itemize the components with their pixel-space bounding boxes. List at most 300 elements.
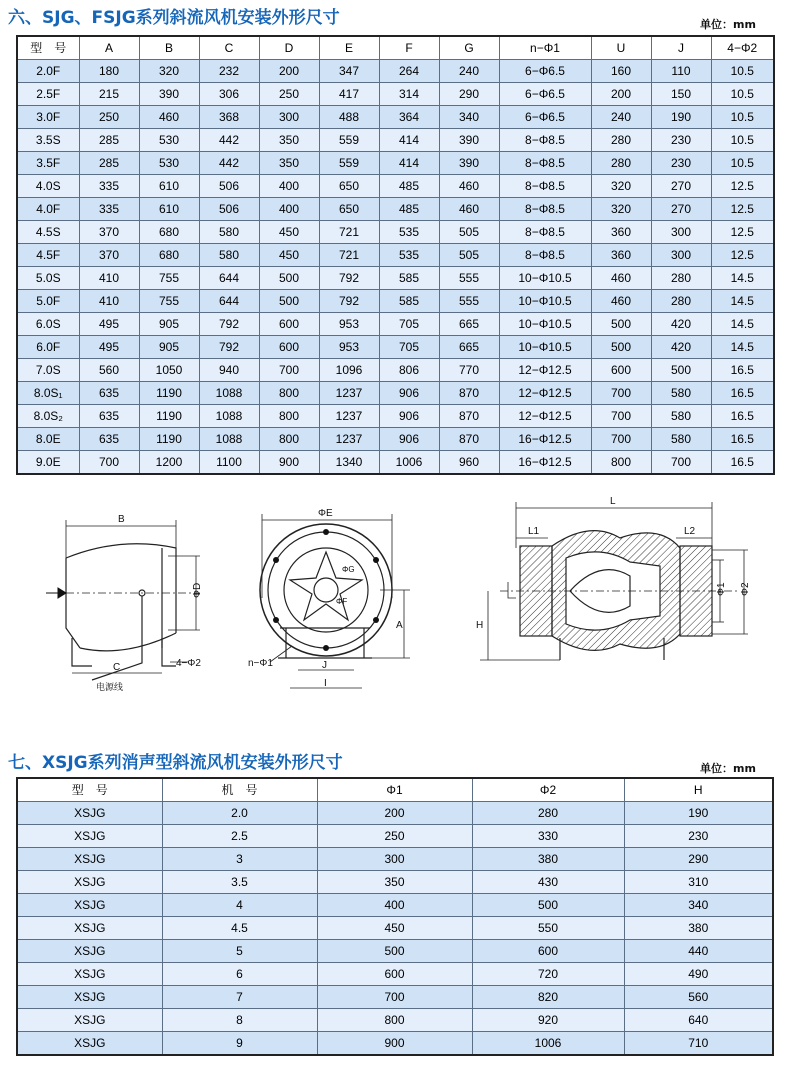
- value-cell: 488: [319, 106, 379, 129]
- value-cell: 250: [259, 83, 319, 106]
- model-cell: XSJG: [17, 940, 162, 963]
- model-cell: XSJG: [17, 871, 162, 894]
- model-cell: XSJG: [17, 917, 162, 940]
- value-cell: 7: [162, 986, 317, 1009]
- model-cell: XSJG: [17, 963, 162, 986]
- section2-title: 七、XSJG系列消声型斜流风机安装外形尺寸: [8, 753, 343, 773]
- value-cell: 555: [439, 267, 499, 290]
- value-cell: 430: [472, 871, 624, 894]
- value-cell: 442: [199, 129, 259, 152]
- value-cell: 16−Φ12.5: [499, 428, 591, 451]
- table-row: [17, 336, 774, 359]
- label-l2: L2: [684, 526, 696, 537]
- value-cell: 460: [439, 198, 499, 221]
- table-row: [17, 60, 774, 83]
- value-cell: 505: [439, 244, 499, 267]
- value-cell: 1050: [139, 359, 199, 382]
- value-cell: 200: [317, 802, 472, 825]
- value-cell: 705: [379, 313, 439, 336]
- model-cell: 3.5S: [17, 129, 79, 152]
- table-row: [17, 825, 773, 848]
- value-cell: 485: [379, 198, 439, 221]
- value-cell: 940: [199, 359, 259, 382]
- value-cell: 230: [651, 129, 711, 152]
- label-a: A: [396, 620, 403, 631]
- value-cell: 420: [651, 336, 711, 359]
- column-header: 机 号: [162, 778, 317, 802]
- model-cell: 6.0S: [17, 313, 79, 336]
- model-cell: XSJG: [17, 825, 162, 848]
- value-cell: 350: [259, 129, 319, 152]
- model-cell: 5.0F: [17, 290, 79, 313]
- model-cell: 4.0F: [17, 198, 79, 221]
- value-cell: 585: [379, 267, 439, 290]
- value-cell: 560: [79, 359, 139, 382]
- value-cell: 270: [651, 175, 711, 198]
- value-cell: 300: [651, 244, 711, 267]
- value-cell: 4.5: [162, 917, 317, 940]
- value-cell: 8: [162, 1009, 317, 1032]
- value-cell: 360: [591, 244, 651, 267]
- value-cell: 414: [379, 152, 439, 175]
- value-cell: 1096: [319, 359, 379, 382]
- value-cell: 700: [591, 382, 651, 405]
- value-cell: 721: [319, 221, 379, 244]
- value-cell: 1190: [139, 382, 199, 405]
- value-cell: 900: [259, 451, 319, 475]
- value-cell: 635: [79, 382, 139, 405]
- value-cell: 820: [472, 986, 624, 1009]
- model-cell: 2.0F: [17, 60, 79, 83]
- value-cell: 390: [439, 152, 499, 175]
- label-power-cable: 电源线: [96, 682, 124, 692]
- value-cell: 600: [472, 940, 624, 963]
- value-cell: 150: [651, 83, 711, 106]
- value-cell: 335: [79, 175, 139, 198]
- value-cell: 906: [379, 428, 439, 451]
- table-row: [17, 802, 773, 825]
- model-cell: XSJG: [17, 986, 162, 1009]
- value-cell: 500: [651, 359, 711, 382]
- column-header: F: [379, 36, 439, 60]
- model-cell: 6.0F: [17, 336, 79, 359]
- model-cell: 5.0S: [17, 267, 79, 290]
- section1-title: 六、SJG、FSJG系列斜流风机安装外形尺寸: [8, 8, 340, 28]
- value-cell: 232: [199, 60, 259, 83]
- value-cell: 870: [439, 428, 499, 451]
- column-header: n−Φ1: [499, 36, 591, 60]
- value-cell: 506: [199, 198, 259, 221]
- value-cell: 320: [139, 60, 199, 83]
- value-cell: 190: [651, 106, 711, 129]
- value-cell: 700: [259, 359, 319, 382]
- value-cell: 240: [591, 106, 651, 129]
- table-row: [17, 83, 774, 106]
- value-cell: 600: [259, 313, 319, 336]
- value-cell: 285: [79, 152, 139, 175]
- value-cell: 8−Φ8.5: [499, 129, 591, 152]
- value-cell: 8−Φ8.5: [499, 198, 591, 221]
- value-cell: 792: [199, 313, 259, 336]
- value-cell: 585: [379, 290, 439, 313]
- label-l: L: [610, 496, 616, 507]
- label-l1: L1: [528, 526, 540, 537]
- value-cell: 800: [259, 382, 319, 405]
- value-cell: 16.5: [711, 451, 774, 475]
- value-cell: 12.5: [711, 244, 774, 267]
- model-cell: 8.0S₁: [17, 382, 79, 405]
- silencer-view-drawing: [480, 502, 748, 660]
- value-cell: 644: [199, 267, 259, 290]
- table-row: [17, 451, 774, 475]
- value-cell: 264: [379, 60, 439, 83]
- table-row: [17, 221, 774, 244]
- model-cell: XSJG: [17, 1032, 162, 1056]
- fan-installation-diagram: [0, 488, 790, 708]
- value-cell: 280: [651, 290, 711, 313]
- value-cell: 559: [319, 152, 379, 175]
- value-cell: 10−Φ10.5: [499, 267, 591, 290]
- value-cell: 500: [259, 267, 319, 290]
- value-cell: 420: [651, 313, 711, 336]
- value-cell: 290: [439, 83, 499, 106]
- model-cell: 3.0F: [17, 106, 79, 129]
- model-cell: 7.0S: [17, 359, 79, 382]
- value-cell: 505: [439, 221, 499, 244]
- value-cell: 1190: [139, 428, 199, 451]
- value-cell: 410: [79, 290, 139, 313]
- value-cell: 330: [472, 825, 624, 848]
- value-cell: 340: [439, 106, 499, 129]
- value-cell: 12.5: [711, 221, 774, 244]
- value-cell: 600: [317, 963, 472, 986]
- value-cell: 3: [162, 848, 317, 871]
- value-cell: 560: [624, 986, 773, 1009]
- label-phi-e: ΦE: [318, 508, 333, 519]
- label-b: B: [118, 514, 125, 525]
- value-cell: 10−Φ10.5: [499, 313, 591, 336]
- model-cell: 8.0E: [17, 428, 79, 451]
- label-h: H: [476, 620, 484, 631]
- value-cell: 500: [591, 313, 651, 336]
- value-cell: 460: [139, 106, 199, 129]
- value-cell: 530: [139, 129, 199, 152]
- model-cell: XSJG: [17, 802, 162, 825]
- value-cell: 14.5: [711, 290, 774, 313]
- value-cell: 6: [162, 963, 317, 986]
- model-cell: 4.5S: [17, 221, 79, 244]
- label-phi-f: ΦF: [336, 597, 348, 606]
- label-i: I: [324, 678, 327, 689]
- value-cell: 200: [591, 83, 651, 106]
- value-cell: 306: [199, 83, 259, 106]
- value-cell: 8−Φ8.5: [499, 221, 591, 244]
- side-view-drawing: [66, 520, 200, 680]
- table-row: [17, 894, 773, 917]
- value-cell: 160: [591, 60, 651, 83]
- value-cell: 792: [319, 290, 379, 313]
- value-cell: 580: [651, 428, 711, 451]
- table-row: [17, 405, 774, 428]
- value-cell: 906: [379, 405, 439, 428]
- value-cell: 370: [79, 221, 139, 244]
- table-row: [17, 359, 774, 382]
- table-row: [17, 940, 773, 963]
- value-cell: 635: [79, 428, 139, 451]
- value-cell: 417: [319, 83, 379, 106]
- value-cell: 700: [651, 451, 711, 475]
- value-cell: 200: [259, 60, 319, 83]
- column-header: U: [591, 36, 651, 60]
- table-row: [17, 986, 773, 1009]
- value-cell: 905: [139, 313, 199, 336]
- value-cell: 180: [79, 60, 139, 83]
- label-hole-4phi2: 4−Φ2: [176, 658, 201, 669]
- table-row: [17, 106, 774, 129]
- value-cell: 230: [624, 825, 773, 848]
- model-cell: XSJG: [17, 1009, 162, 1032]
- value-cell: 414: [379, 129, 439, 152]
- value-cell: 700: [79, 451, 139, 475]
- column-header: H: [624, 778, 773, 802]
- model-cell: 8.0S₂: [17, 405, 79, 428]
- value-cell: 1006: [472, 1032, 624, 1056]
- value-cell: 530: [139, 152, 199, 175]
- value-cell: 10.5: [711, 152, 774, 175]
- value-cell: 2.5: [162, 825, 317, 848]
- table-row: [17, 267, 774, 290]
- value-cell: 535: [379, 221, 439, 244]
- value-cell: 12−Φ12.5: [499, 405, 591, 428]
- value-cell: 350: [259, 152, 319, 175]
- value-cell: 12−Φ12.5: [499, 382, 591, 405]
- value-cell: 190: [624, 802, 773, 825]
- value-cell: 250: [317, 825, 472, 848]
- value-cell: 460: [591, 267, 651, 290]
- value-cell: 10.5: [711, 129, 774, 152]
- value-cell: 12−Φ12.5: [499, 359, 591, 382]
- value-cell: 16.5: [711, 359, 774, 382]
- table-row: [17, 917, 773, 940]
- value-cell: 1100: [199, 451, 259, 475]
- value-cell: 720: [472, 963, 624, 986]
- table-header-row: [17, 36, 774, 60]
- value-cell: 535: [379, 244, 439, 267]
- value-cell: 442: [199, 152, 259, 175]
- value-cell: 450: [317, 917, 472, 940]
- value-cell: 800: [317, 1009, 472, 1032]
- value-cell: 450: [259, 221, 319, 244]
- label-d: ΦD: [192, 582, 203, 598]
- value-cell: 8−Φ8.5: [499, 244, 591, 267]
- value-cell: 700: [317, 986, 472, 1009]
- model-cell: 9.0E: [17, 451, 79, 475]
- value-cell: 500: [591, 336, 651, 359]
- value-cell: 920: [472, 1009, 624, 1032]
- value-cell: 644: [199, 290, 259, 313]
- value-cell: 870: [439, 382, 499, 405]
- value-cell: 700: [591, 405, 651, 428]
- value-cell: 450: [259, 244, 319, 267]
- value-cell: 215: [79, 83, 139, 106]
- value-cell: 1088: [199, 428, 259, 451]
- value-cell: 10.5: [711, 106, 774, 129]
- table-row: [17, 290, 774, 313]
- value-cell: 600: [591, 359, 651, 382]
- value-cell: 390: [439, 129, 499, 152]
- value-cell: 5: [162, 940, 317, 963]
- value-cell: 440: [624, 940, 773, 963]
- value-cell: 721: [319, 244, 379, 267]
- label-n-phi1: n−Φ1: [248, 658, 273, 669]
- column-header: Φ2: [472, 778, 624, 802]
- value-cell: 14.5: [711, 336, 774, 359]
- value-cell: 16.5: [711, 405, 774, 428]
- table-row: [17, 129, 774, 152]
- column-header: E: [319, 36, 379, 60]
- value-cell: 300: [317, 848, 472, 871]
- value-cell: 310: [624, 871, 773, 894]
- value-cell: 650: [319, 175, 379, 198]
- value-cell: 580: [199, 221, 259, 244]
- xsjg-dimension-table: [16, 777, 774, 1056]
- value-cell: 250: [79, 106, 139, 129]
- value-cell: 10.5: [711, 83, 774, 106]
- value-cell: 285: [79, 129, 139, 152]
- value-cell: 1340: [319, 451, 379, 475]
- column-header: 4−Φ2: [711, 36, 774, 60]
- table-row: [17, 313, 774, 336]
- value-cell: 280: [472, 802, 624, 825]
- value-cell: 905: [139, 336, 199, 359]
- bolt-hole-icon: [273, 617, 279, 623]
- column-header: G: [439, 36, 499, 60]
- table-row: [17, 1032, 773, 1056]
- value-cell: 335: [79, 198, 139, 221]
- value-cell: 460: [439, 175, 499, 198]
- value-cell: 906: [379, 382, 439, 405]
- column-header: 型 号: [17, 36, 79, 60]
- value-cell: 280: [591, 152, 651, 175]
- column-header: B: [139, 36, 199, 60]
- value-cell: 490: [624, 963, 773, 986]
- value-cell: 8−Φ8.5: [499, 175, 591, 198]
- value-cell: 400: [259, 175, 319, 198]
- value-cell: 364: [379, 106, 439, 129]
- value-cell: 300: [651, 221, 711, 244]
- value-cell: 10−Φ10.5: [499, 290, 591, 313]
- value-cell: 800: [259, 405, 319, 428]
- value-cell: 270: [651, 198, 711, 221]
- value-cell: 290: [624, 848, 773, 871]
- value-cell: 665: [439, 336, 499, 359]
- value-cell: 1006: [379, 451, 439, 475]
- value-cell: 320: [591, 198, 651, 221]
- value-cell: 700: [591, 428, 651, 451]
- value-cell: 12.5: [711, 175, 774, 198]
- model-cell: 4.0S: [17, 175, 79, 198]
- value-cell: 380: [624, 917, 773, 940]
- table-row: [17, 244, 774, 267]
- value-cell: 665: [439, 313, 499, 336]
- value-cell: 110: [651, 60, 711, 83]
- value-cell: 230: [651, 152, 711, 175]
- model-cell: XSJG: [17, 848, 162, 871]
- value-cell: 16.5: [711, 382, 774, 405]
- value-cell: 10.5: [711, 60, 774, 83]
- value-cell: 2.0: [162, 802, 317, 825]
- value-cell: 953: [319, 313, 379, 336]
- value-cell: 6−Φ6.5: [499, 106, 591, 129]
- value-cell: 1190: [139, 405, 199, 428]
- value-cell: 8−Φ8.5: [499, 152, 591, 175]
- value-cell: 400: [259, 198, 319, 221]
- value-cell: 500: [259, 290, 319, 313]
- value-cell: 360: [591, 221, 651, 244]
- value-cell: 1088: [199, 405, 259, 428]
- value-cell: 485: [379, 175, 439, 198]
- value-cell: 792: [199, 336, 259, 359]
- value-cell: 580: [199, 244, 259, 267]
- value-cell: 495: [79, 313, 139, 336]
- bolt-hole-icon: [273, 557, 279, 563]
- model-cell: 3.5F: [17, 152, 79, 175]
- bolt-hole-icon: [323, 529, 329, 535]
- table-row: [17, 175, 774, 198]
- sjg-dimension-table: [16, 35, 775, 475]
- value-cell: 705: [379, 336, 439, 359]
- value-cell: 368: [199, 106, 259, 129]
- value-cell: 460: [591, 290, 651, 313]
- value-cell: 400: [317, 894, 472, 917]
- value-cell: 6−Φ6.5: [499, 60, 591, 83]
- front-view-drawing: [260, 514, 410, 688]
- value-cell: 870: [439, 405, 499, 428]
- value-cell: 800: [591, 451, 651, 475]
- value-cell: 580: [651, 382, 711, 405]
- value-cell: 1088: [199, 382, 259, 405]
- value-cell: 559: [319, 129, 379, 152]
- value-cell: 650: [319, 198, 379, 221]
- value-cell: 370: [79, 244, 139, 267]
- column-header: A: [79, 36, 139, 60]
- value-cell: 495: [79, 336, 139, 359]
- value-cell: 1237: [319, 428, 379, 451]
- label-phi2: Φ2: [740, 582, 751, 596]
- value-cell: 680: [139, 244, 199, 267]
- column-header: D: [259, 36, 319, 60]
- label-phi1: Φ1: [716, 582, 727, 596]
- value-cell: 710: [624, 1032, 773, 1056]
- value-cell: 555: [439, 290, 499, 313]
- value-cell: 10−Φ10.5: [499, 336, 591, 359]
- table-header-row: [17, 778, 773, 802]
- value-cell: 350: [317, 871, 472, 894]
- value-cell: 610: [139, 198, 199, 221]
- model-cell: XSJG: [17, 894, 162, 917]
- table-row: [17, 198, 774, 221]
- value-cell: 792: [319, 267, 379, 290]
- value-cell: 960: [439, 451, 499, 475]
- value-cell: 320: [591, 175, 651, 198]
- label-phi-g: ΦG: [342, 565, 355, 574]
- column-header: J: [651, 36, 711, 60]
- value-cell: 3.5: [162, 871, 317, 894]
- table-row: [17, 963, 773, 986]
- value-cell: 806: [379, 359, 439, 382]
- value-cell: 1200: [139, 451, 199, 475]
- value-cell: 9: [162, 1032, 317, 1056]
